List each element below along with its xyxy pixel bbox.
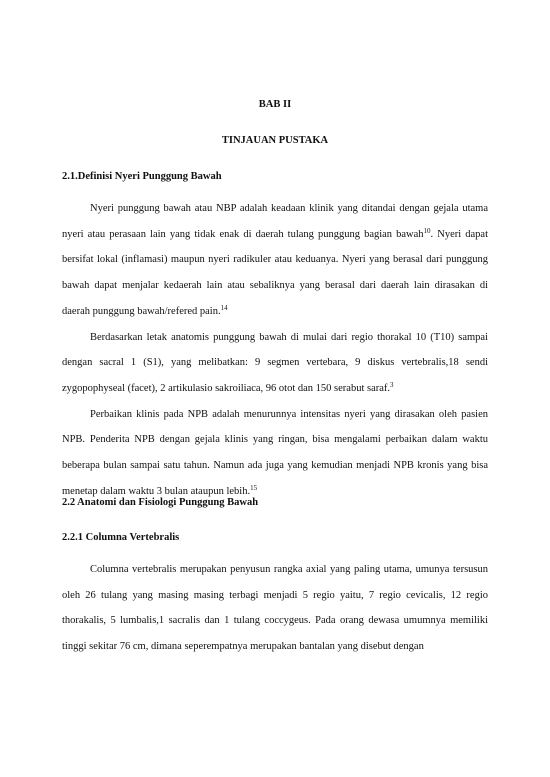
section-2-1-body bbox=[62, 196, 488, 504]
section-heading-2-2-1: 2.2.1 Columna Vertebralis bbox=[62, 532, 180, 543]
chapter-number: BAB II bbox=[258, 99, 292, 110]
paragraph-definition: Nyeri punggung bawah atau NBP adalah keadaan klinik yang ditandai dengan gejala utama nyeri atau perasaan lain yang tidak enak di daerah tulang punggung bagian bawah$^{10}$. Nyeri dapat bersifat lokal (inflamasi) maupun nyeri radikuler atau keduanya. Nyeri yang berasal dari punggung bawah dapat menjalar kedaerah lain atau sebaliknya yang berasal dari daerah lain dirasakan di daerah punggung bawah/refered pain.$^{14}$ bbox=[62, 203, 488, 317]
section-heading-2-1: 2.1.Definisi Nyeri Punggung Bawah bbox=[62, 171, 222, 182]
citation: 3 bbox=[390, 380, 394, 389]
chapter-title: TINJAUAN PUSTAKA bbox=[221, 135, 329, 146]
citation: 14 bbox=[220, 303, 228, 312]
paragraph-clinical-improvement: Perbaikan klinis pada NPB adalah menurunnya intensitas nyeri yang dirasakan oleh pasien NPB. Penderita NPB dengan gejala klinis yang ringan, bisa mengalami perbaikan dalam waktu beberapa bulan sampai satu tahun. Namun ada juga yang kemudian menjadi NPB kronis yang bisa menetap dalam waktu 3 bulan ataupun lebih.$^{15}$ bbox=[62, 408, 488, 497]
citation: 15 bbox=[250, 483, 258, 492]
section-2-2-1-body bbox=[62, 557, 488, 660]
section-heading-2-2: 2.2 Anatomi dan Fisiologi Punggung Bawah bbox=[62, 497, 259, 508]
paragraph-columna-vertebralis: Columna vertebralis merupakan penyusun rangka axial yang paling utama, umunya tersusun oleh 26 tulang yang masing masing terbagi menjadi 5 regio yaitu, 7 regio cevicalis, 12 regio thorakalis, 5 lumbalis,1 sacralis dan 1 tulang coccygeus. Pada orang dewasa umumnya memiliki tinggi sekitar 76 cm, dimana seperempatnya merupakan bantalan yang disebut dengan bbox=[62, 564, 488, 653]
citation: 10 bbox=[423, 226, 431, 235]
paragraph-anatomy-location: Berdasarkan letak anatomis punggung bawah di mulai dari regio thorakal 10 (T10) sampai dengan sacral 1 (S1), yang melibatkan: 9 segmen vertebara, 9 diskus vertebralis,18 sendi zygopophyseal (facet), 2 artikulasio sakroiliaca, 96 otot dan 150 serabut saraf.$^3$ bbox=[62, 331, 488, 394]
